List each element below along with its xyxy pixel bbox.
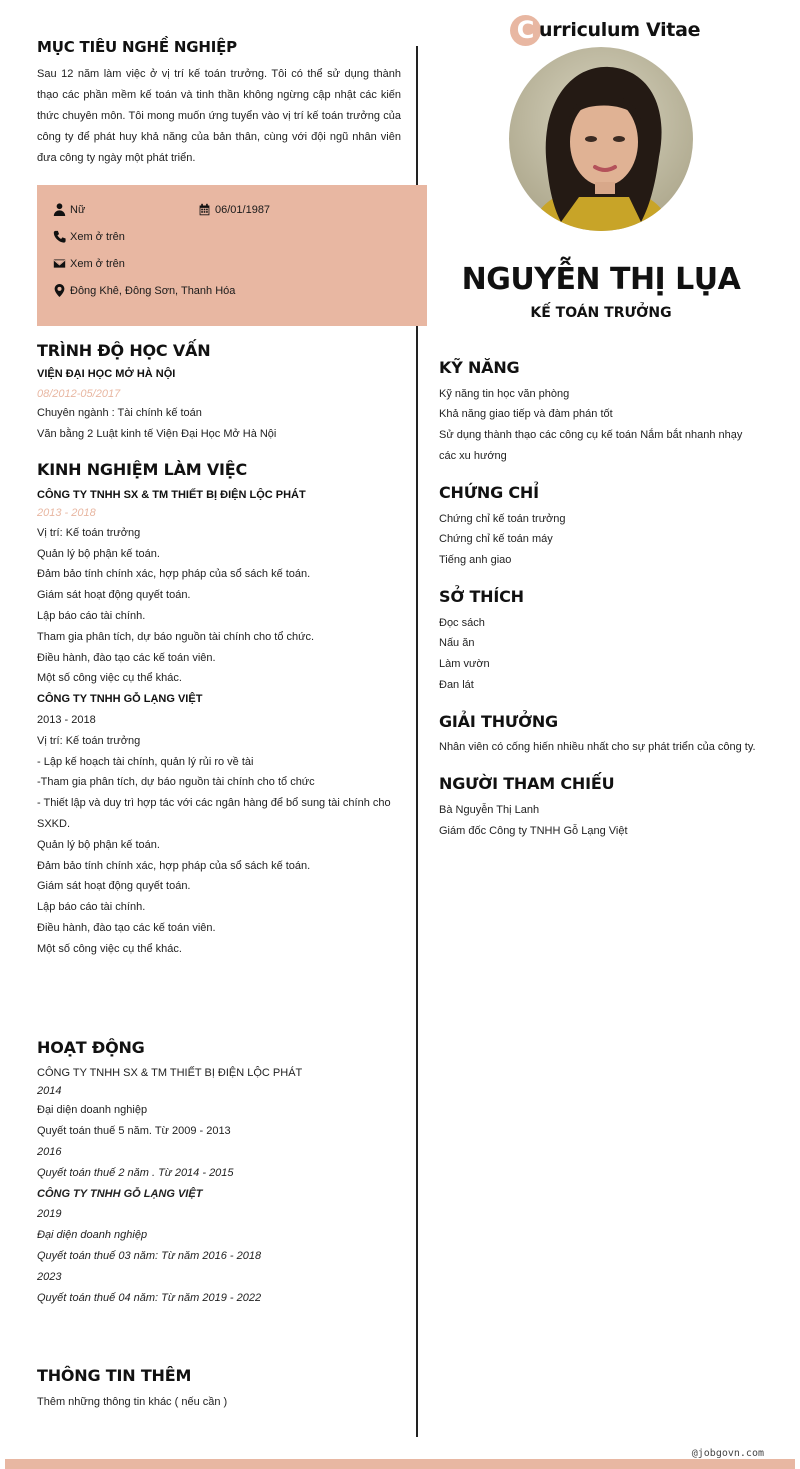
activity-line: Đại diện doanh nghiệp (37, 1229, 148, 1241)
skill-item: Sử dụng thành thạo các công cụ kế toán Nắm bắt nhanh nhạy (439, 429, 743, 441)
personal-info-box (37, 185, 427, 326)
award-item: Nhân viên có cống hiến nhiều nhất cho sự phát triển của công ty. (439, 741, 756, 753)
map-pin-icon (53, 284, 66, 297)
cv-heading (510, 14, 700, 46)
job1-line: Lập báo cáo tài chính. (37, 610, 146, 622)
phone-row (53, 230, 125, 243)
certificate-item: Tiếng anh giao (439, 554, 512, 566)
cv-heading-text: urriculum Vitae (539, 19, 701, 41)
awards-title: GIẢI THƯỞNG (439, 712, 558, 731)
watermark: @jobgovn.com (691, 1448, 764, 1459)
certificates-title: CHỨNG CHỈ (439, 483, 539, 502)
education-period: 08/2012-05/2017 (37, 388, 121, 400)
job1-line: Đảm bảo tính chính xác, hợp pháp của sổ sách kế toán. (37, 568, 311, 580)
skill-item: Khả năng giao tiếp và đàm phán tốt (439, 408, 613, 420)
job2-line: Giám sát hoạt động quyết toán. (37, 880, 191, 892)
job1-line: Tham gia phân tích, dự báo nguồn tài chính cho tổ chức. (37, 631, 315, 643)
email-row (53, 257, 125, 270)
job1-line: Điều hành, đào tạo các kế toán viên. (37, 652, 216, 664)
cv-logo-circle: C (510, 15, 541, 46)
job1-line: Một số công việc cụ thể khác. (37, 672, 182, 684)
gender-value: Nữ (70, 203, 86, 216)
hobbies-title: SỞ THÍCH (439, 587, 524, 606)
activity-year: 2016 (37, 1146, 62, 1158)
job1-line: Vị trí: Kế toán trưởng (37, 527, 141, 539)
candidate-role: KẾ TOÁN TRƯỞNG (530, 305, 672, 321)
activity-line: Quyết toán thuế 2 năm . Từ 2014 - 2015 (37, 1167, 234, 1179)
candidate-name: NGUYỄN THỊ LỤA (461, 262, 741, 297)
job2-period: 2013 - 2018 (37, 714, 96, 726)
job2-line: Điều hành, đào tạo các kế toán viên. (37, 922, 216, 934)
dob-row (198, 203, 270, 216)
job2-line: Một số công việc cụ thể khác. (37, 943, 182, 955)
address-value: Đông Khê, Đông Sơn, Thanh Hóa (70, 284, 236, 297)
activity-year: 2014 (37, 1085, 62, 1097)
activity-company: CÔNG TY TNHH SX & TM THIẾT BỊ ĐIỆN LỘC PHÁT (37, 1067, 303, 1079)
job1-line: Quản lý bộ phận kế toán. (37, 548, 160, 560)
profile-photo (509, 47, 693, 231)
gender-row (53, 203, 85, 216)
skill-item: Kỹ năng tin học văn phòng (439, 388, 570, 400)
activity-line: Quyết toán thuế 03 năm: Từ năm 2016 - 2018 (37, 1250, 262, 1262)
objective-title: MỤC TIÊU NGHỀ NGHIỆP (37, 38, 237, 56)
education-school: VIỆN ĐẠI HỌC MỞ HÀ NỘI (37, 368, 176, 380)
job2-line: Quản lý bộ phận kế toán. (37, 839, 160, 851)
activity-company: CÔNG TY TNHH GỖ LẠNG VIỆT (37, 1188, 203, 1200)
bottom-accent-bar (5, 1459, 795, 1469)
job2-line: -Tham gia phân tích, dự báo nguồn tài chính cho tổ chức (37, 776, 315, 788)
experience-title: KINH NGHIỆM LÀM VIỆC (37, 460, 248, 479)
certificate-item: Chứng chỉ kế toán máy (439, 533, 553, 545)
job2-line: - Thiết lập và duy trì hợp tác với các ngân hàng để bổ sung tài chính cho (37, 797, 391, 809)
activity-line: Quyết toán thuế 5 năm. Từ 2009 - 2013 (37, 1125, 231, 1137)
activity-line: Quyết toán thuế 04 năm: Từ năm 2019 - 2022 (37, 1292, 262, 1304)
education-major: Chuyên ngành : Tài chính kế toán (37, 407, 202, 419)
job2-line: Vị trí: Kế toán trưởng (37, 735, 141, 747)
education-degree: Văn bằng 2 Luật kinh tế Viện Đại Học Mở Hà Nội (37, 428, 277, 440)
calendar-icon (198, 203, 211, 216)
skill-item: các xu hướng (439, 450, 507, 462)
address-row (53, 284, 235, 297)
envelope-icon (53, 257, 66, 270)
hobby-item: Đan lát (439, 679, 474, 691)
activity-year: 2019 (37, 1208, 62, 1220)
activity-year: 2023 (37, 1271, 62, 1283)
job2-line: Đảm bảo tính chính xác, hợp pháp của sổ sách kế toán. (37, 860, 311, 872)
phone-value: Xem ở trên (70, 230, 125, 243)
certificate-item: Chứng chỉ kế toán trưởng (439, 513, 566, 525)
skills-title: KỸ NĂNG (439, 358, 520, 377)
extra-info-text: Thêm những thông tin khác ( nếu cần ) (37, 1396, 228, 1408)
reference-item: Bà Nguyễn Thị Lanh (439, 804, 540, 816)
job1-company: CÔNG TY TNHH SX & TM THIẾT BỊ ĐIỆN LỘC PHÁT (37, 489, 306, 501)
reference-item: Giám đốc Công ty TNHH Gỗ Lạng Việt (439, 825, 628, 837)
job2-line: - Lập kế hoạch tài chính, quản lý rủi ro về tài (37, 756, 254, 768)
email-value: Xem ở trên (70, 257, 125, 270)
job2-line: Lập báo cáo tài chính. (37, 901, 146, 913)
phone-icon (53, 230, 66, 243)
job2-line: SXKD. (37, 818, 71, 830)
objective-text: Sau 12 năm làm việc ở vị trí kế toán trưởng. Tôi có thể sử dụng thành thạo các phần mềm kế toán và tinh thần không ngừng cập nhật các kiến thức chuyên môn. Tôi mong muốn ứng tuyển vào vị trí kế toán trưởng của công ty để phát huy khả năng của bản thân, cùng với đội ngũ nhân viên đưa công ty ngày một phát triển. (37, 68, 401, 164)
person-icon (53, 203, 66, 216)
education-title: TRÌNH ĐỘ HỌC VẤN (37, 341, 211, 360)
job2-company: CÔNG TY TNHH GỖ LẠNG VIỆT (37, 693, 203, 705)
activities-title: HOẠT ĐỘNG (37, 1038, 145, 1057)
job1-line: Giám sát hoạt động quyết toán. (37, 589, 191, 601)
references-title: NGƯỜI THAM CHIẾU (439, 774, 615, 793)
activity-line: Đại diện doanh nghiệp (37, 1104, 148, 1116)
extra-info-title: THÔNG TIN THÊM (37, 1366, 192, 1385)
hobby-item: Làm vườn (439, 658, 490, 670)
job1-period: 2013 - 2018 (37, 507, 96, 519)
hobby-item: Nấu ăn (439, 637, 475, 649)
dob-value: 06/01/1987 (215, 203, 271, 216)
hobby-item: Đọc sách (439, 617, 485, 629)
